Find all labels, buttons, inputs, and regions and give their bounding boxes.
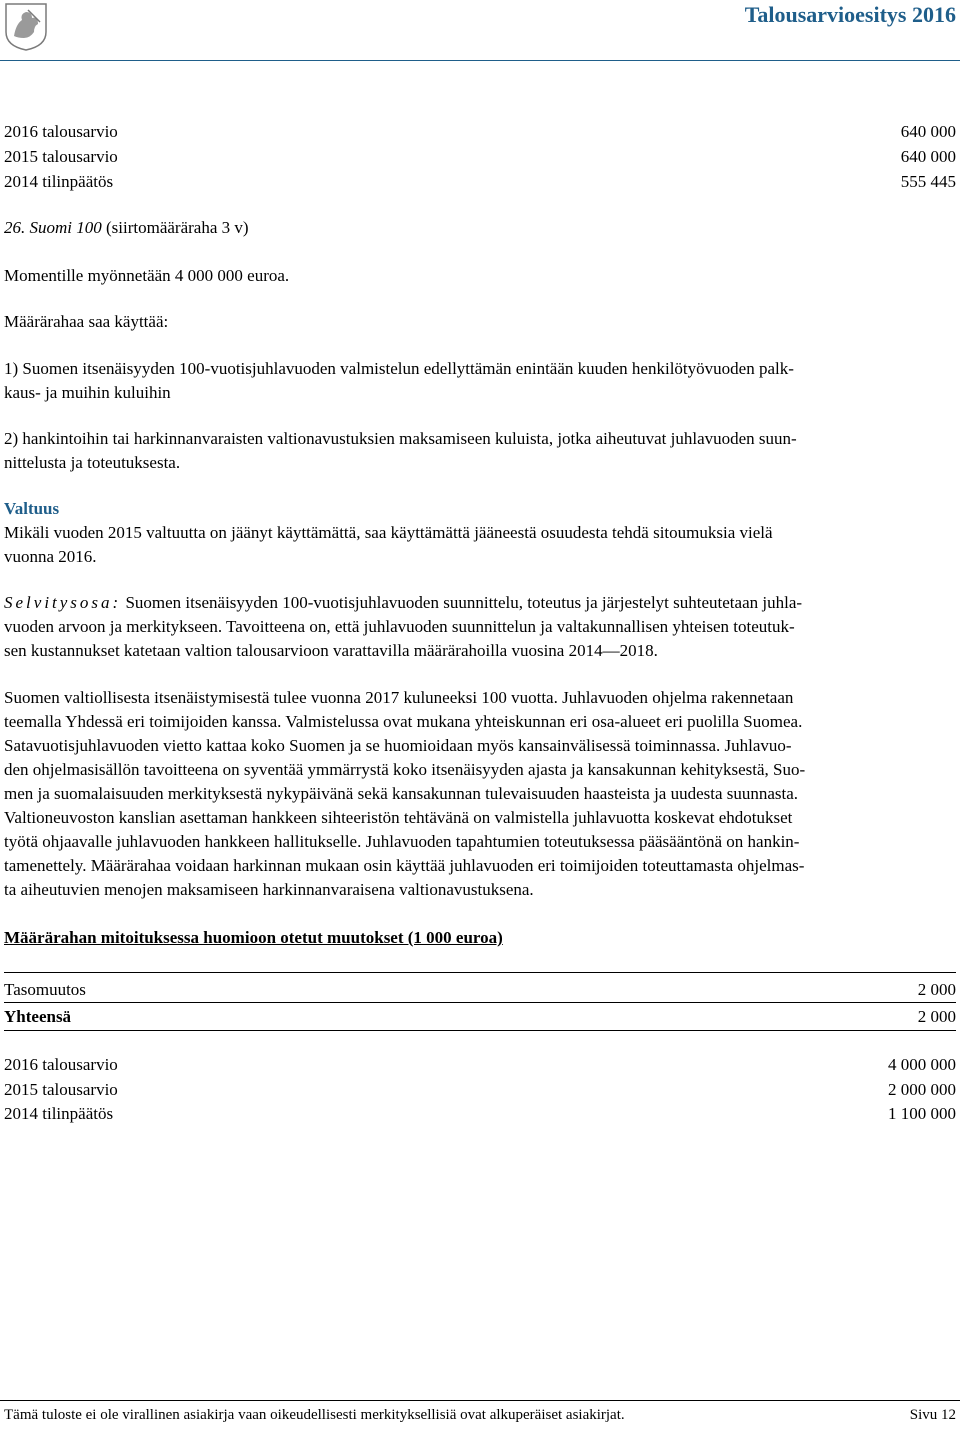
selvitysosa-label: Selvitysosa: [4, 593, 122, 612]
header-divider [0, 60, 960, 61]
selvitysosa-text: Suomen itsenäisyyden 100-vuotisjuhlavuoden suunnittelu, toteutus ja järjestelyt suhteutetaan juhla- [121, 593, 803, 612]
selvitysosa-text-cont: vuoden arvoon ja merkitykseen. Tavoitteena on, että juhlavuoden suunnittelun ja valtakunnallisen yhteisen toteutuk- [4, 617, 795, 636]
lion-crest-icon [4, 2, 48, 52]
usage-item-2: 2) hankintoihin tai harkinnanvaraisten valtionavustuksien maksamiseen kuluista, jotka aiheutuvat juhlavuoden suun- [4, 429, 797, 448]
budget-row-label: 2015 talousarvio [4, 147, 118, 166]
document-title: Talousarvioesitys 2016 [744, 2, 956, 27]
budget-row-label: 2014 tilinpäätös [4, 1104, 114, 1123]
budget-row [4, 1053, 956, 1077]
table-bottom-rule [4, 1030, 956, 1031]
paragraph-line: den ohjelmasisällön tavoitteena on syventää ymmärrystä koko itsenäisyyden ajasta ja kansakunnan kehityksestä, Suo- [4, 760, 806, 779]
valtuus-text-cont: vuonna 2016. [4, 547, 97, 566]
table-top-rule [4, 972, 956, 973]
table-rule [4, 1002, 956, 1003]
section-heading [4, 216, 956, 240]
usage-intro: Määrärahaa saa käyttää: [4, 312, 169, 331]
budget-row-value: 1 100 000 [888, 1104, 956, 1123]
paragraph-line: tamenettely. Määrärahaa voidaan harkinnan mukaan osin käyttää juhlavuoden eri toimijoiden toteuttamasta ohjelmas- [4, 856, 805, 875]
table-total-row [4, 1005, 956, 1029]
footer-disclaimer: Tämä tuloste ei ole virallinen asiakirja vaan oikeudellisesti merkityksellisiä ovat alkuperäiset asiakirjat. [4, 1407, 625, 1423]
table-total-label: Yhteensä [4, 1007, 72, 1026]
budget-row-label: 2016 talousarvio [4, 1055, 118, 1074]
selvitysosa-line [4, 591, 956, 615]
budget-row-value: 640 000 [900, 122, 956, 141]
usage-item-2-cont: nittelusta ja toteutuksesta. [4, 453, 181, 472]
budget-row-value: 2 000 000 [888, 1080, 956, 1099]
paragraph-line: ta aiheutuvien menojen maksamiseen harkinnanvaraisena valtionavustuksena. [4, 880, 534, 899]
budget-row-value: 555 445 [900, 172, 956, 191]
paragraph-line: men ja suomalaisuuden merkityksestä nykypäivänä sekä kansakunnan tulevaisuuden haasteista ja uudesta suunnasta. [4, 784, 799, 803]
budget-row-value: 640 000 [900, 147, 956, 166]
changes-heading: Määrärahan mitoituksessa huomioon otetut muutokset (1 000 euroa) [4, 928, 503, 947]
paragraph-line: teemalla Yhdessä eri toimijoiden kanssa. Valmistelussa ovat mukana yhteiskunnan eri osa-alueet eri puolilla Suomea. [4, 712, 803, 731]
section-number-title: 26. Suomi 100 [4, 218, 102, 237]
page-number: Sivu 12 [909, 1407, 956, 1423]
footer-divider [0, 1400, 960, 1401]
valtuus-text: Mikäli vuoden 2015 valtuutta on jäänyt käyttämättä, saa käyttämättä jääneestä osuudesta tehdä sitoumuksia vielä [4, 523, 773, 542]
paragraph-line: Valtioneuvoston kanslian asettaman hankkeen sihteeristön tehtävänä on valmistella juhlavuotta koskevat ehdotukset [4, 808, 793, 827]
table-row [4, 978, 956, 1002]
paragraph-line: Suomen valtiollisesta itsenäistymisestä tulee vuonna 2017 kuluneeksi 100 vuotta. Juhlavuoden ohjelma rakennetaan [4, 688, 794, 707]
valtuus-heading: Valtuus [4, 499, 60, 518]
usage-item-1-cont: kaus- ja muihin kuluihin [4, 383, 171, 402]
budget-row [4, 120, 956, 144]
budget-row-label: 2016 talousarvio [4, 122, 118, 141]
table-cell-label: Tasomuutos [4, 980, 86, 999]
budget-row-label: 2015 talousarvio [4, 1080, 118, 1099]
usage-item-1: 1) Suomen itsenäisyyden 100-vuotisjuhlavuoden valmistelun edellyttämän enintään kuuden henkilötyövuoden palk- [4, 359, 794, 378]
budget-row [4, 145, 956, 169]
table-cell-value: 2 000 [917, 980, 956, 999]
budget-row [4, 1078, 956, 1102]
page-footer [4, 1405, 956, 1425]
budget-row [4, 1102, 956, 1126]
table-total-value: 2 000 [917, 1007, 956, 1026]
selvitysosa-text-cont: sen kustannukset katetaan valtion talousarvioon varattavilla määrärahoilla vuosina 2014—2018. [4, 641, 658, 660]
budget-row [4, 170, 956, 194]
budget-row-value: 4 000 000 [888, 1055, 956, 1074]
budget-row-label: 2014 tilinpäätös [4, 172, 114, 191]
grant-text: Momentille myönnetään 4 000 000 euroa. [4, 266, 290, 285]
paragraph-line: Satavuotisjuhlavuoden vietto kattaa koko Suomen ja se huomioidaan myös kansainvälisessä toiminnassa. Juhlavuo- [4, 736, 792, 755]
section-appropriation-type: (siirtomääräraha 3 v) [101, 218, 249, 237]
paragraph-line: työtä ohjaavalle juhlavuoden hankkeen hallitukselle. Juhlavuoden tapahtumien toteutuksessa pääsääntönä on hankin- [4, 832, 800, 851]
